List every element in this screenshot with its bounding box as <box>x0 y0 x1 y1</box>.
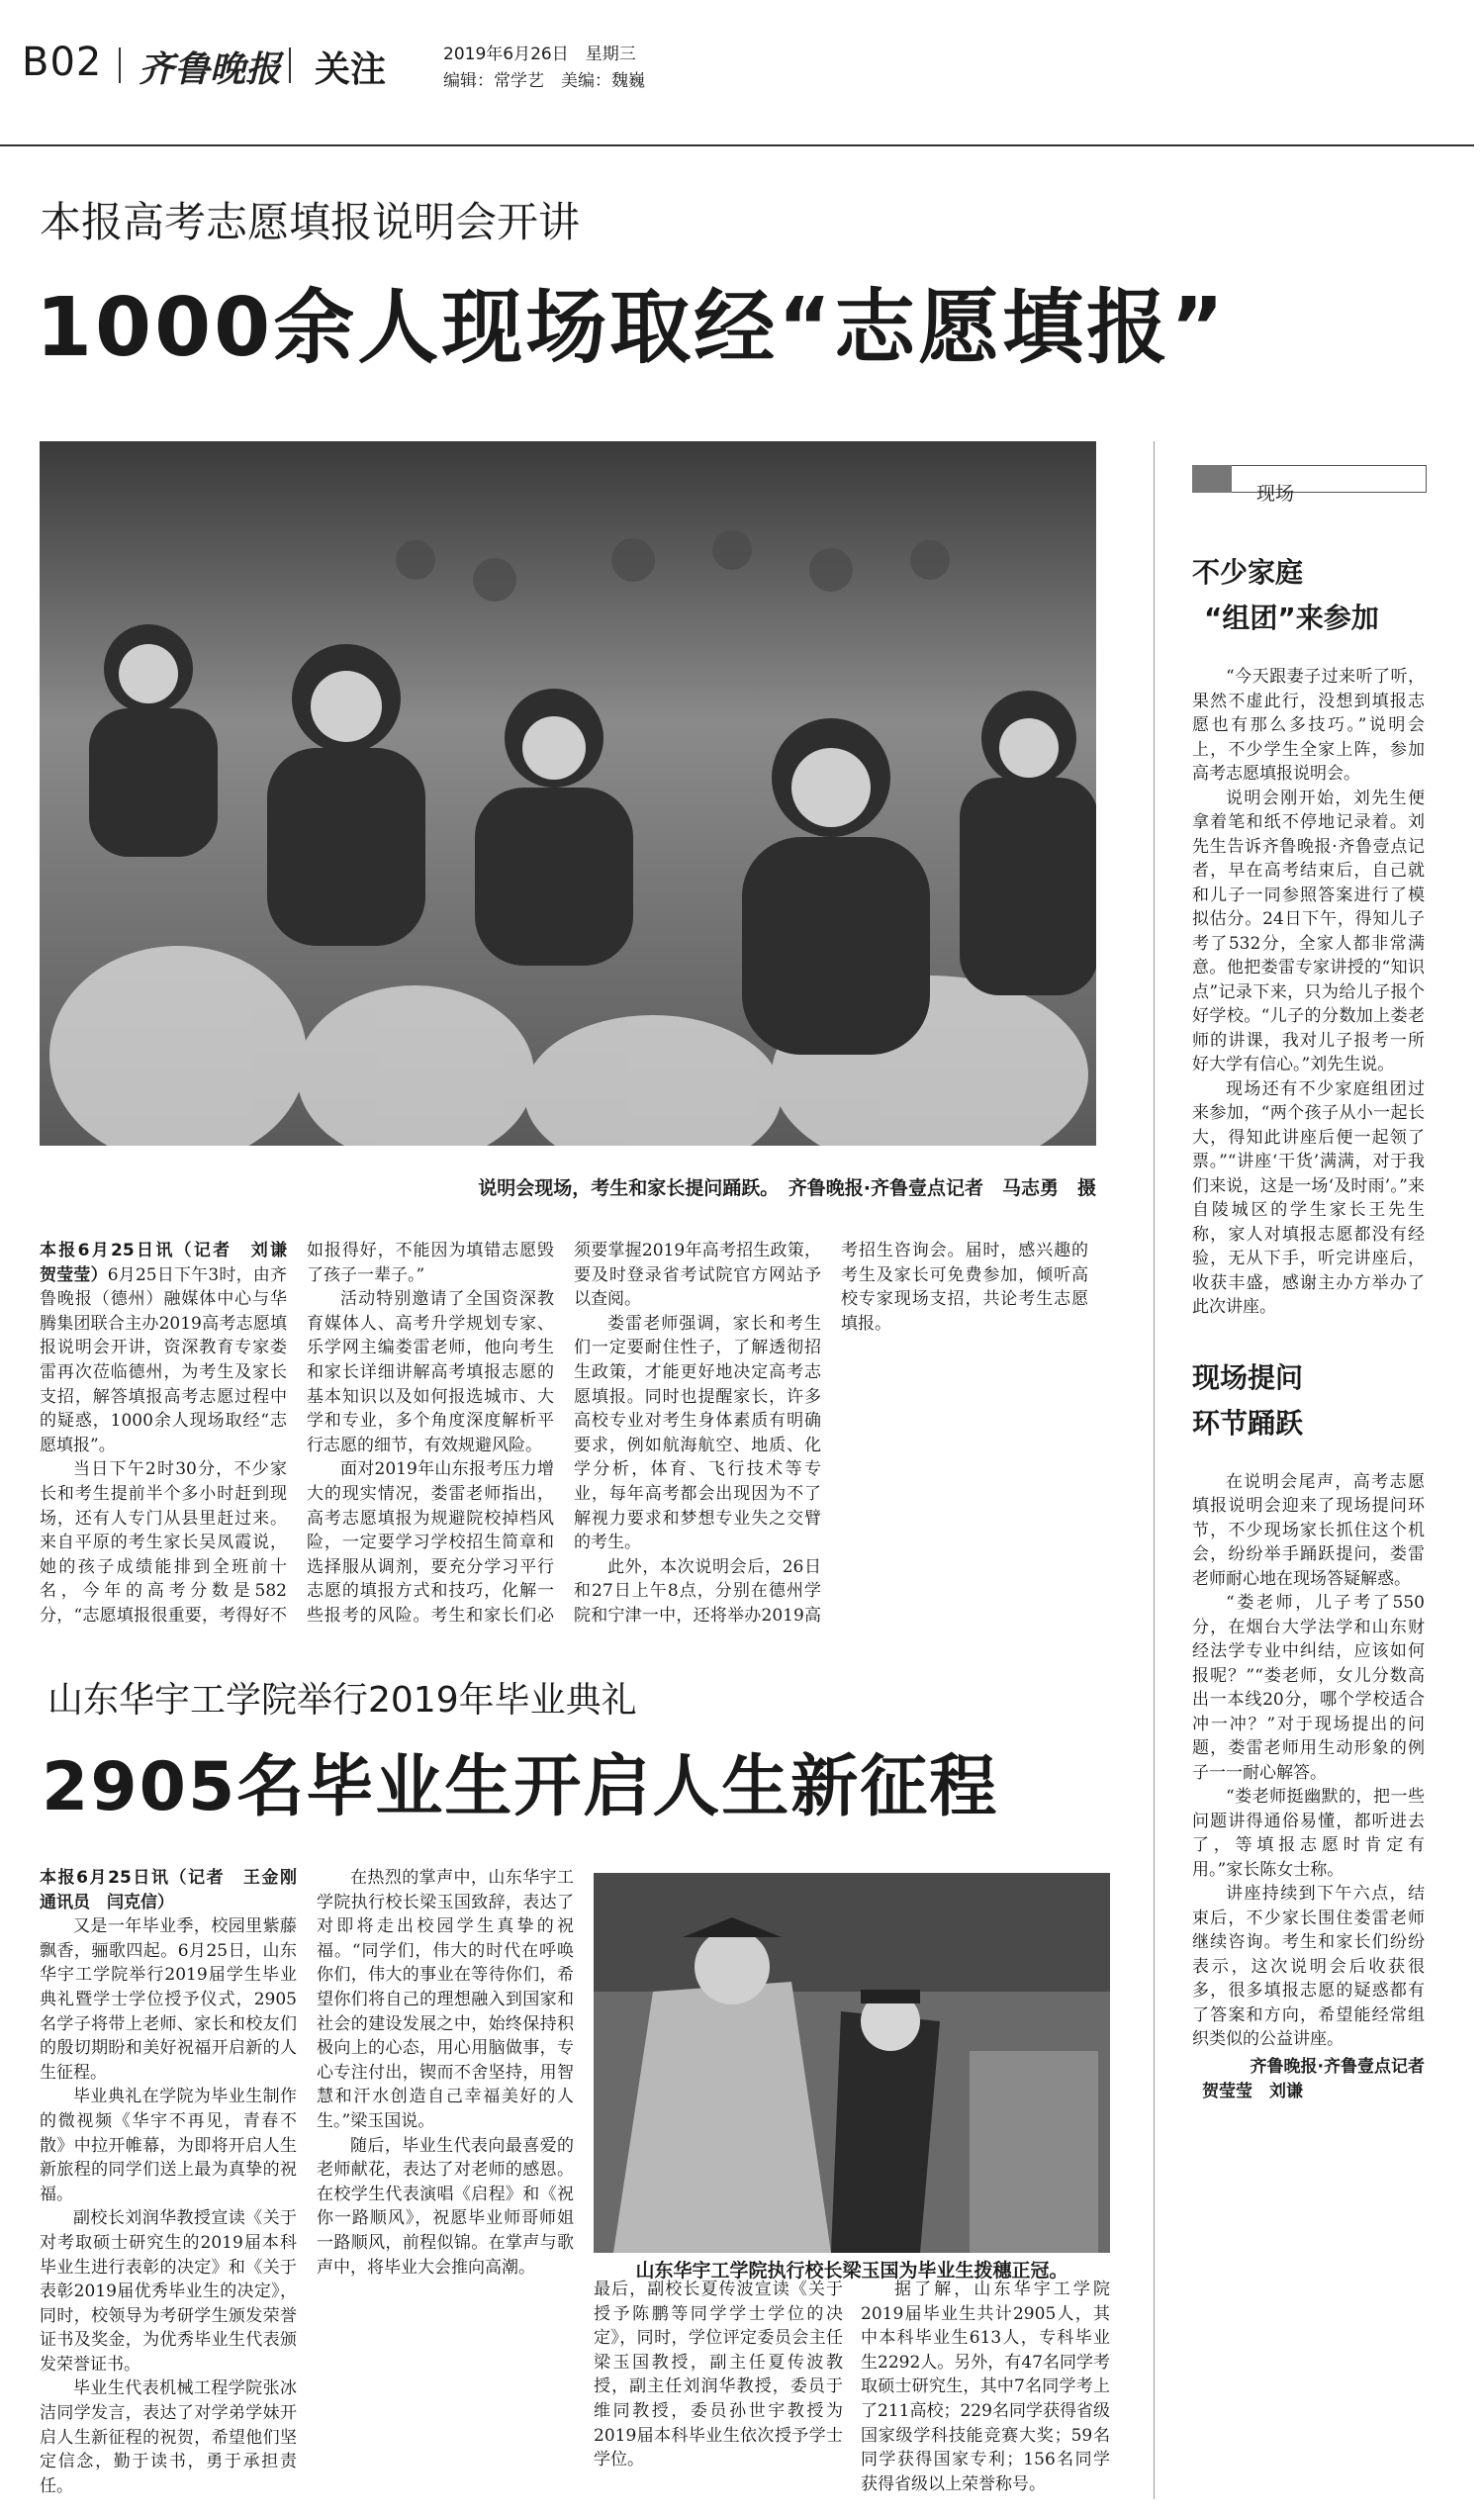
header-rule <box>0 144 1474 146</box>
page-number: B02 <box>22 40 103 85</box>
graduation-photo-image <box>594 1873 1110 2253</box>
article1-photo <box>40 441 1096 1146</box>
sidebar-label: 现场 <box>1256 483 1295 505</box>
sidebar-subhead-line: 现场提问 <box>1192 1360 1304 1394</box>
article1-paragraph: 6月25日下午3时，由齐鲁晚报（德州）融媒体中心与华腾集团联合主办2019高考志愿填报说明会开讲，资深教育专家娄雷再次莅临德州，为考生及家长支招，解答填报高考志愿过程中的疑惑，1000余人现场取经“志愿填报”。 <box>40 1264 287 1455</box>
article2-body-left <box>40 1866 574 2499</box>
issue-editors: 编辑：常学艺 美编：魏巍 <box>443 71 645 91</box>
sidebar-paragraph: 讲座持续到下午六点，结束后，不少家长围住娄雷老师继续咨询。考生和家长们纷纷表示，这次说明会后收获很多，很多填报志愿的疑惑都有了答案和方向，希望能经常组织类似的公益讲座。 <box>1192 1884 1425 2049</box>
sidebar-paragraph: “娄老师挺幽默的，把一些问题讲得通俗易懂，都听进去了，等填报志愿时肯定有用。”家长陈女士称。 <box>1192 1787 1425 1880</box>
sidebar-paragraph: 说明会刚开始，刘先生便拿着笔和纸不停地记录着。刘先生告诉齐鲁晚报·齐鲁壹点记者，早在高考结束后，自己就和儿子一同参照答案进行了模拟估分。24日下午，得知儿子考了532分，全家人都非常满意。他把娄雷专家讲授的“知识点”记录下来，只为给儿子报个好学校。“儿子的分数加上娄老师的讲课，我对儿子报考一所好大学有信心。”刘先生说。 <box>1192 788 1425 1074</box>
article1-paragraph: 当日下午2时30分，不少家长和考生提前半个多小时赶到现场，还有人专门从县里赶过来。来自平原的考生家长吴凤霞说，她的孩子成绩能排到全班前十名，今年的高考分数是582分，“志愿填报很重要，考得好不如报得好，不能因为填错志愿毁了孩子一辈子。” <box>40 1241 554 1626</box>
article2-paragraph: 最后，副校长夏传波宣读《关于授予陈鹏等同学学士学位的决定》，同时，学位评定委员会主任梁玉国教授，副主任夏传波教授，副主任刘润华教授，委员于维同教授，委员孙世宇教授为2019届本科毕业生依次授予学士学位。 <box>594 2280 843 2470</box>
article2-body-right <box>594 2278 1110 2499</box>
sidebar-subhead-line: 环节踊跃 <box>1192 1406 1304 1440</box>
article2-paragraph: 毕业生代表机械工程学院张冰洁同学发言，表达了对学弟学妹开启人生新征程的祝贺，希望他们坚定信念，勤于读书，勇于承担责任。 <box>40 2378 297 2496</box>
article2-photo <box>594 1873 1110 2253</box>
auditorium-photo-image <box>40 441 1096 1146</box>
header-divider <box>119 47 121 83</box>
issue-meta <box>443 42 645 95</box>
article1-paragraph: 面对2019年山东报考压力增大的现实情况，娄雷老师指出，高考志愿填报为规避院校掉档风险，一定要学习学校招生简章和选择服从调剂，要充分学习平行志愿的填报方式和技巧，化解一些报考的风险。考生和家长们必须要掌握2019年高考招生政策，要及时登录省考试院官方网站予以查阅。 <box>307 1241 821 1626</box>
sidebar-paragraph: “娄老师，儿子考了550分，在烟台大学法学和山东财经法学专业中纠结，应该如何报呢？”“娄老师，女儿分数高出一本线20分，哪个学校适合冲一冲？”对于现场提出的问题，娄雷老师用生动形象的例子一一耐心解答。 <box>1192 1593 1425 1783</box>
article1-kicker: 本报高考志愿填报说明会开讲 <box>40 198 581 246</box>
article2-kicker: 山东华宇工学院举行2019年毕业典礼 <box>47 1680 637 1721</box>
article2-paragraph: 随后，毕业生代表向最喜爱的老师献花，表达了对老师的感恩。在校学生代表演唱《启程》和《祝你一路顺风》，祝愿毕业师哥师姐一路顺风，前程似锦。在掌声与歌声中，将毕业大会推向高潮。 <box>317 2135 574 2278</box>
article2-byline: 本报6月25日讯（记者 王金刚 通讯员 闫克信） <box>40 1868 314 1912</box>
sidebar-signoff <box>1192 2052 1425 2101</box>
article1-paragraph: 娄雷老师强调，家长和考生们一定要耐住性子，了解透彻招生政策，才能更好地决定高考志愿填报。同时也提醒家长，许多高校专业对考生身体素质有明确要求，例如航海航空、地质、化学分析，体育、飞行技术等专业，每年高考都会出现因为不了解视力要求和梦想专业失之交臂的考生。 <box>574 1313 821 1553</box>
article2-paragraph: 在热烈的掌声中，山东华宇工学院执行校长梁玉国致辞，表达了对即将走出校园学生真挚的祝福。“同学们，伟大的时代在呼唤你们，伟大的事业在等待你们，希望你们将自己的理想融入到国家和社会的建设发展之中，始终保持积极向上的心态，用心用脑做事，专心专注付出，锲而不舍坚持，用智慧和汗水创造自己幸福美好的人生。”梁玉国说。 <box>317 1868 574 2131</box>
sidebar-body <box>1192 1470 1425 2052</box>
article1-byline: 本报6月25日讯（记者 刘谦 贺莹莹） <box>40 1241 304 1285</box>
sidebar-divider <box>1154 441 1155 2499</box>
sidebar-label-bar <box>1192 465 1232 493</box>
header-divider <box>289 47 291 83</box>
sidebar-signoff-line: 贺莹莹 刘谦 <box>1202 2081 1303 2101</box>
sidebar-body <box>1192 665 1425 1320</box>
article2-photo-caption: 山东华宇工学院执行校长梁玉国为毕业生拨穗正冠。 <box>635 2260 1068 2282</box>
sidebar-paragraph: “今天跟妻子过来听了听，果然不虚此行，没想到填报志愿也有那么多技巧。”说明会上，不少学生全家上阵，参加高考志愿填报说明会。 <box>1192 667 1425 784</box>
article1-body <box>40 1239 1088 1634</box>
sidebar-subhead-line: “组团”来参加 <box>1204 602 1379 634</box>
newspaper-logo: 齐鲁晚报 <box>139 48 282 90</box>
issue-date: 2019年6月26日 星期三 <box>443 45 636 64</box>
sidebar-subhead <box>1192 1355 1425 1446</box>
sidebar-paragraph: 在说明会尾声，高考志愿填报说明会迎来了现场提问环节，不少现场家长抓住这个机会，纷纷举手踊跃提问，娄雷老师耐心地在现场答疑解惑。 <box>1192 1471 1425 1589</box>
article2-paragraph: 据了解，山东华宇工学院2019届毕业生共计2905人，其中本科毕业生613人，专科毕业生2292人。另外，有47名同学考取硕士研究生，其中7名同学考上了211高校；229名同学获得省级国家级学科技能竞赛大奖；59名同学获得国家专利；156名同学获得省级以上荣誉称号。 <box>861 2280 1110 2494</box>
article2-paragraph: 毕业典礼在学院为毕业生制作的微视频《华宇不再见，青春不散》中拉开帷幕，为即将开启人生新旅程的同学们送上最为真挚的祝福。 <box>40 2087 297 2204</box>
sidebar-paragraph: 现场还有不少家庭组团过来参加，“两个孩子从小一起长大，得知此讲座后便一起领了票。”“讲座‘干货’满满，对于我们来说，这是一场‘及时雨’。”来自陵城区的学生家长王先生称，家人对填报志愿都没有经验，无从下手，听完讲座后，收获丰盛，感谢主办方举办了此次讲座。 <box>1192 1078 1425 1317</box>
article2-paragraph: 又是一年毕业季，校园里紫藤飘香，骊歌四起。6月25日，山东华宇工学院举行2019届学生毕业典礼暨学士学位授予仪式，2905名学子将带上老师、家长和校友们的殷切期盼和美好祝福开启新的人生征程。 <box>40 1916 297 2083</box>
article1-paragraph: 此外，本次说明会后，26日和27日上午8点，分别在德州学院和宁津一中，还将举办2019高考招生咨询会。届时，感兴趣的考生及家长可免费参加，倾听高校专家现场支招，共论考生志愿填报。 <box>574 1241 1088 1626</box>
section-title: 关注 <box>315 49 387 90</box>
sidebar-subhead <box>1192 550 1425 641</box>
sidebar-column <box>1192 550 1425 2101</box>
sidebar-subhead-line: 不少家庭 <box>1192 556 1304 589</box>
article1-headline: 1000余人现场取经“志愿填报” <box>36 281 1228 375</box>
article1-photo-caption: 说明会现场，考生和家长提问踊跃。 齐鲁晚报·齐鲁壹点记者 马志勇 摄 <box>478 1177 1096 1199</box>
article2-headline: 2905名毕业生开启人生新征程 <box>42 1748 999 1826</box>
sidebar-signoff-line: 齐鲁晚报·齐鲁壹点记者 <box>1250 2056 1425 2077</box>
article2-paragraph: 副校长刘润华教授宣读《关于对考取硕士研究生的2019届本科毕业生进行表彰的决定》和《关于表彰2019届优秀毕业生的决定》，同时，校领导为考研学生颁发荣誉证书及奖金，为优秀毕业生代表颁发荣誉证书。 <box>40 2208 297 2375</box>
article1-paragraph: 活动特别邀请了全国资深教育媒体人、高考升学规划专家、乐学网主编娄雷老师，他向考生和家长详细讲解高考填报志愿的基本知识以及如何报选城市、大学和专业，多个角度深度解析平行志愿的细节，有效规避风险。 <box>307 1289 554 1455</box>
